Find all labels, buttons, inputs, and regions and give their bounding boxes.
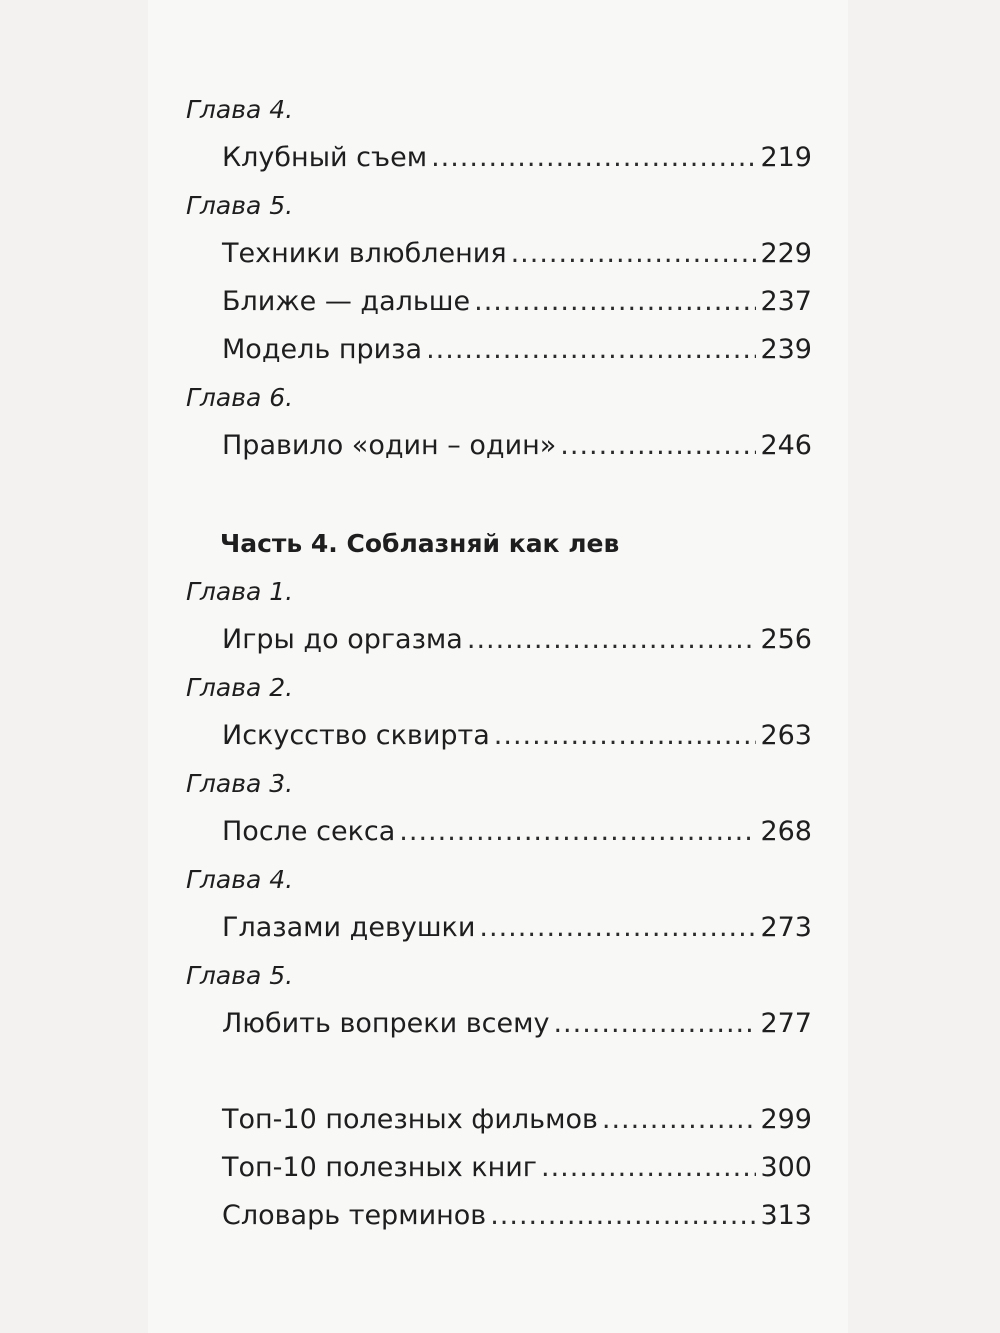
page-number: 229 bbox=[760, 238, 812, 269]
chapter-heading: Глава 2. bbox=[186, 673, 294, 702]
toc-entry bbox=[222, 808, 812, 856]
page-number: 313 bbox=[760, 1200, 812, 1231]
dot-leader bbox=[541, 1144, 756, 1192]
page-number: 277 bbox=[760, 1008, 812, 1039]
dot-leader bbox=[560, 422, 756, 470]
chapter-heading: Глава 5. bbox=[186, 961, 294, 990]
dot-leader bbox=[426, 326, 756, 374]
toc-entry bbox=[222, 712, 812, 760]
toc-entry bbox=[222, 904, 812, 952]
chapter-heading: Глава 4. bbox=[186, 95, 294, 124]
toc-entry bbox=[222, 422, 812, 470]
toc-entry bbox=[222, 1192, 812, 1240]
chapter-heading: Глава 6. bbox=[186, 383, 294, 412]
toc-entry bbox=[222, 616, 812, 664]
page-number: 256 bbox=[760, 624, 812, 655]
toc-entry bbox=[222, 1096, 812, 1144]
entry-title: Игры до оргазма bbox=[222, 624, 463, 655]
entry-title: Модель приза bbox=[222, 334, 423, 365]
dot-leader bbox=[494, 712, 757, 760]
dot-leader bbox=[474, 278, 756, 326]
entry-title: Глазами девушки bbox=[222, 912, 476, 943]
entry-title: Любить вопреки всему bbox=[222, 1008, 550, 1039]
table-of-contents bbox=[180, 86, 812, 1240]
toc-entry bbox=[222, 230, 812, 278]
dot-leader bbox=[399, 808, 756, 856]
entry-title: После секса bbox=[222, 816, 396, 847]
toc-entry bbox=[222, 278, 812, 326]
chapter-heading: Глава 3. bbox=[186, 769, 294, 798]
page-number: 263 bbox=[760, 720, 812, 751]
dot-leader bbox=[602, 1096, 757, 1144]
page-number: 239 bbox=[760, 334, 812, 365]
page-number: 246 bbox=[760, 430, 812, 461]
chapter-heading: Глава 4. bbox=[186, 865, 294, 894]
entry-title: Словарь терминов bbox=[222, 1200, 487, 1231]
dot-leader bbox=[479, 904, 756, 952]
dot-leader bbox=[467, 616, 757, 664]
dot-leader bbox=[490, 1192, 756, 1240]
entry-title: Топ-10 полезных книг bbox=[222, 1152, 537, 1183]
toc-entry bbox=[222, 1000, 812, 1048]
entry-title: Техники влюбления bbox=[222, 238, 507, 269]
entry-title: Топ-10 полезных фильмов bbox=[222, 1104, 598, 1135]
dot-leader bbox=[431, 134, 756, 182]
entry-title: Искусство сквирта bbox=[222, 720, 490, 751]
page-number: 273 bbox=[760, 912, 812, 943]
toc-entry bbox=[222, 134, 812, 182]
entry-title: Правило «один – один» bbox=[222, 430, 557, 461]
dot-leader bbox=[553, 1000, 756, 1048]
entry-title: Ближе — дальше bbox=[222, 286, 471, 317]
page-number: 219 bbox=[760, 142, 812, 173]
part-heading: Часть 4. Соблазняй как лев bbox=[220, 529, 620, 558]
dot-leader bbox=[511, 230, 757, 278]
toc-entry bbox=[222, 326, 812, 374]
chapter-heading: Глава 1. bbox=[186, 577, 294, 606]
entry-title: Клубный съем bbox=[222, 142, 428, 173]
page-number: 237 bbox=[760, 286, 812, 317]
chapter-heading: Глава 5. bbox=[186, 191, 294, 220]
page-number: 268 bbox=[760, 816, 812, 847]
page-number: 300 bbox=[760, 1152, 812, 1183]
page-number: 299 bbox=[760, 1104, 812, 1135]
toc-entry bbox=[222, 1144, 812, 1192]
